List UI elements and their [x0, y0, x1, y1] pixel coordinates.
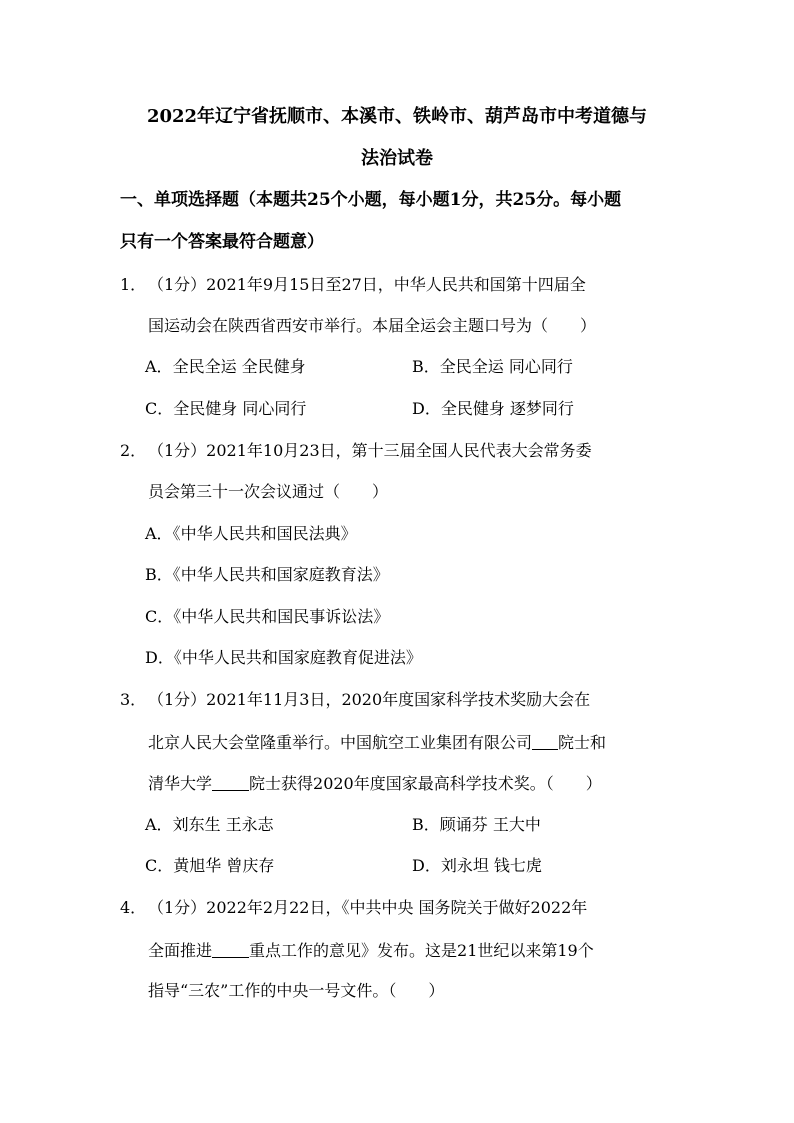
option-label: A． — [145, 357, 173, 376]
question-number: 1． — [120, 275, 147, 294]
answer-blank — [212, 942, 249, 958]
question-text-line: （1分）2022年2月22日，《中共中央 国务院关于做好2022年 — [148, 898, 588, 917]
option-label: D． — [412, 399, 441, 418]
question-text-line: 员会第三十一次会议通过（ ） — [148, 482, 389, 501]
option-text: 《中华人民共和国家庭教育促进法》 — [173, 648, 422, 667]
text-segment: 重点工作的意见》发布。这是21世纪以来第19个 — [249, 941, 594, 960]
question-number: 3． — [120, 690, 147, 709]
option-label: C． — [145, 607, 174, 626]
option-label: B． — [145, 565, 173, 584]
option-a — [145, 526, 357, 542]
option-a — [145, 359, 306, 375]
option-text: 顾诵芬 王大中 — [439, 815, 541, 834]
text-segment: 北京人民大会堂隆重举行。中国航空工业集团有限公司 — [148, 733, 533, 752]
option-c — [145, 858, 274, 874]
option-label: A． — [145, 815, 173, 834]
option-d — [412, 401, 574, 417]
question-text-line: （1分）2021年11月3日，2020年度国家科学技术奖励大会在 — [148, 690, 591, 709]
text-segment: 清华大学 — [148, 774, 213, 793]
option-label: C． — [145, 399, 174, 418]
option-label: C． — [145, 856, 174, 875]
section-heading-line-1: 一、单项选择题（本题共25个小题，每小题1分，共25分。每小题 — [120, 190, 622, 210]
option-text: 《中华人民共和国民事诉讼法》 — [173, 607, 390, 626]
text-segment: 院士和 — [558, 733, 607, 752]
option-label: D． — [412, 856, 441, 875]
option-a — [145, 817, 274, 833]
option-b — [412, 359, 573, 375]
option-text: 刘东生 王永志 — [172, 815, 274, 834]
option-text: 全民健身 逐梦同行 — [440, 399, 574, 418]
question-text-line: （1分）2021年9月15日至27日，中华人民共和国第十四届全 — [148, 275, 586, 294]
option-label: D． — [145, 648, 174, 667]
section-heading-line-2: 只有一个答案最符合题意） — [120, 232, 324, 252]
question-number: 2． — [120, 441, 147, 460]
text-segment: 全面推进 — [148, 941, 213, 960]
exam-title-line-2: 法治试卷 — [361, 148, 433, 169]
option-c — [145, 609, 389, 625]
option-b — [145, 567, 389, 583]
question-text-line — [148, 734, 606, 751]
option-text: 全民全运 同心同行 — [439, 357, 573, 376]
question-text-line: 国运动会在陕西省西安市举行。本届全运会主题口号为（ ） — [148, 316, 597, 335]
option-text: 黄旭华 曾庆存 — [173, 856, 275, 875]
text-segment: 院士获得2020年度国家最高科学技术奖。（ ） — [249, 774, 602, 793]
option-label: B． — [412, 815, 440, 834]
option-text: 刘永坦 钱七虎 — [440, 856, 542, 875]
question-text-line: 指导“三农”工作的中央一号文件。（ ） — [148, 981, 445, 1000]
option-text: 全民健身 同心同行 — [173, 399, 307, 418]
question-text-line — [148, 942, 594, 959]
question-text-line: （1分）2021年10月23日，第十三届全国人民代表大会常务委 — [148, 441, 592, 460]
answer-blank — [212, 775, 249, 791]
option-b — [412, 817, 541, 833]
option-label: A． — [145, 524, 173, 543]
option-text: 全民全运 全民健身 — [172, 357, 306, 376]
option-text: 《中华人民共和国家庭教育法》 — [172, 565, 389, 584]
option-c — [145, 401, 306, 417]
option-d — [412, 858, 542, 874]
option-d — [145, 650, 422, 666]
question-text-line — [148, 775, 602, 792]
answer-blank — [532, 734, 558, 750]
option-text: 《中华人民共和国民法典》 — [172, 524, 357, 543]
option-label: B． — [412, 357, 440, 376]
question-number: 4． — [120, 898, 147, 917]
exam-title-line-1: 2022年辽宁省抚顺市、本溪市、铁岭市、葫芦岛市中考道德与 — [146, 106, 648, 127]
